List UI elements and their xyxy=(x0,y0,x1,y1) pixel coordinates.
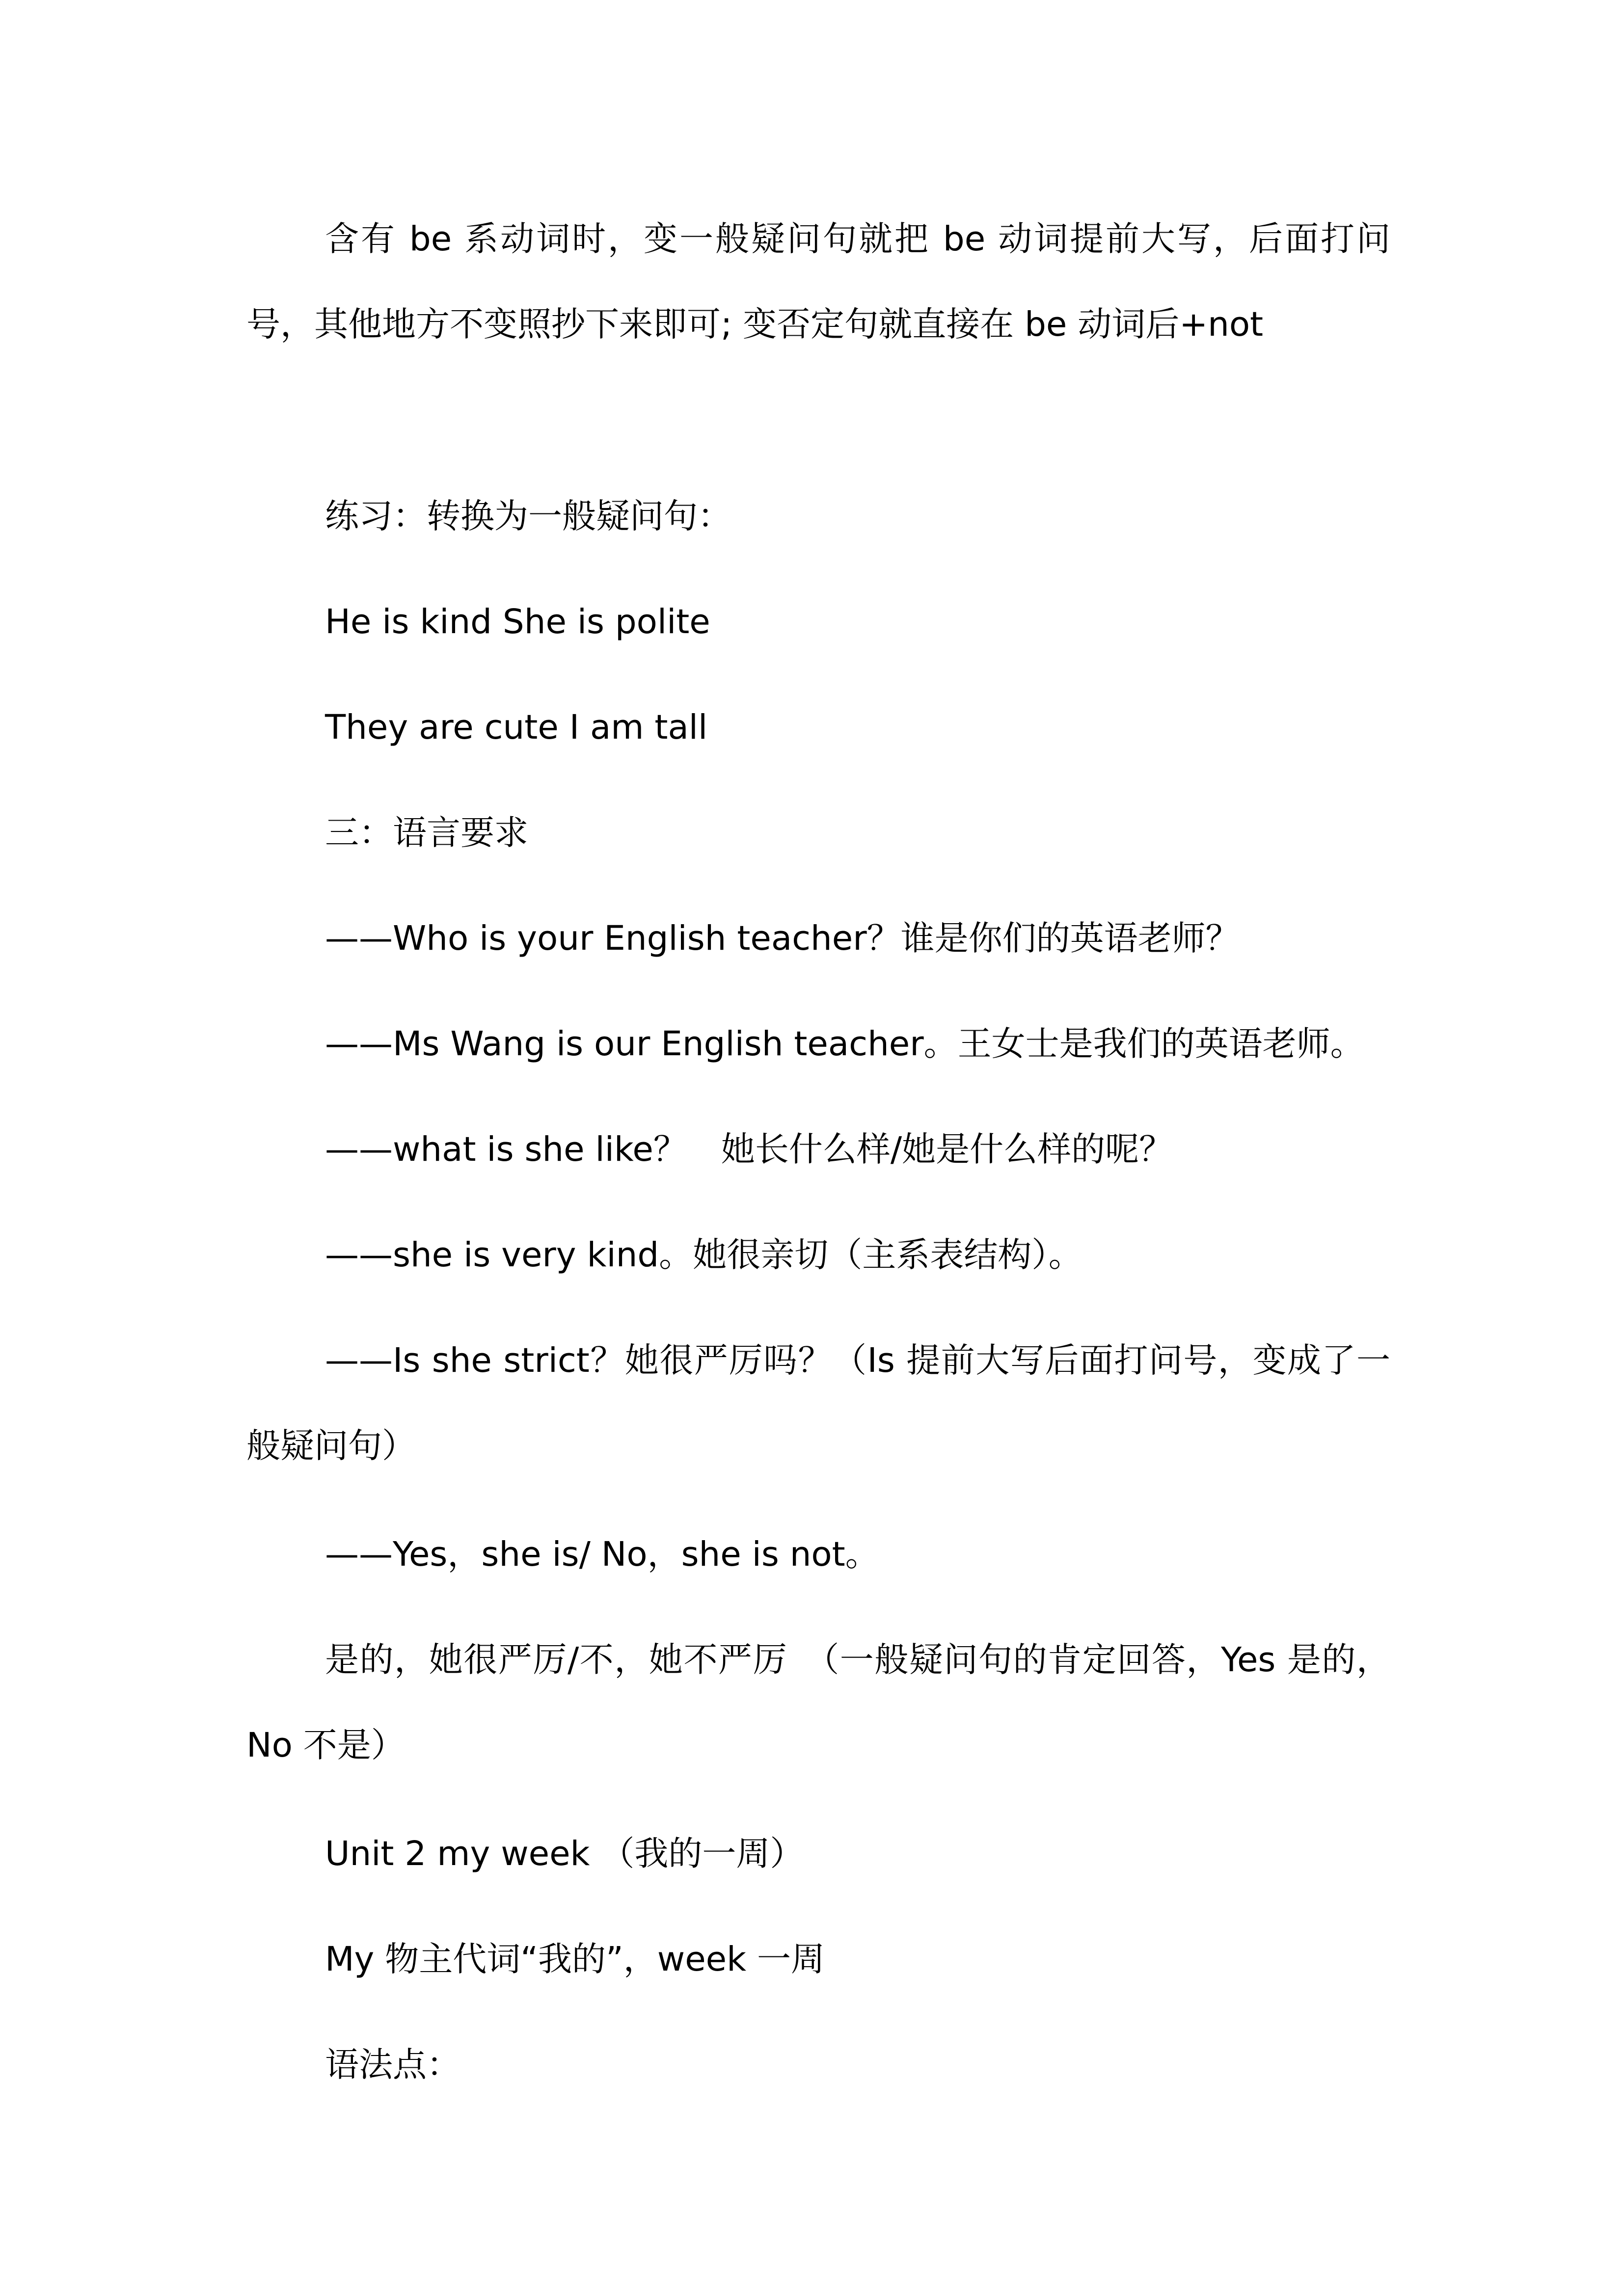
paragraph-dialogue-4: ——she is very kind。她很亲切（主系表结构）。 xyxy=(325,1235,1083,1275)
paragraph-exercise-line-2: They are cute I am tall xyxy=(325,708,708,747)
paragraph-vocabulary: My 物主代词“我的”，week 一周 xyxy=(325,1940,825,1979)
paragraph-dialogue-5: ——Is she strict？她很严厉吗？（Is 提前大写后面打问号，变成了一般疑问句） xyxy=(246,1341,1390,1466)
paragraph-answer-explanation: 是的，她很严厉/不，她不严厉 （一般疑问句的肯定回答，Yes 是的，No 不是） xyxy=(246,1640,1390,1765)
paragraph-be-verb-rule: 含有 be 系动词时，变一般疑问句就把 be 动词提前大写，后面打问号，其他地方不变照抄下来即可; 变否定句就直接在 be 动词后+not xyxy=(246,219,1390,344)
paragraph-dialogue-6: ——Yes，she is/ No，she is not。 xyxy=(325,1535,879,1574)
paragraph-dialogue-3: ——what is she like？ 她长什么样/她是什么样的呢？ xyxy=(325,1130,1173,1169)
paragraph-grammar-heading: 语法点： xyxy=(325,2045,460,2084)
paragraph-dialogue-1: ——Who is your English teacher？谁是你们的英语老师？ xyxy=(325,919,1240,958)
paragraph-dialogue-2: ——Ms Wang is our English teacher。王女士是我们的英语老师。 xyxy=(325,1024,1364,1064)
paragraph-exercise-heading: 练习：转换为一般疑问句： xyxy=(325,497,731,536)
paragraph-section-heading: 三：语言要求 xyxy=(325,813,528,853)
paragraph-exercise-line-1: He is kind She is polite xyxy=(325,602,710,641)
paragraph-unit-title: Unit 2 my week （我的一周） xyxy=(325,1834,804,1873)
